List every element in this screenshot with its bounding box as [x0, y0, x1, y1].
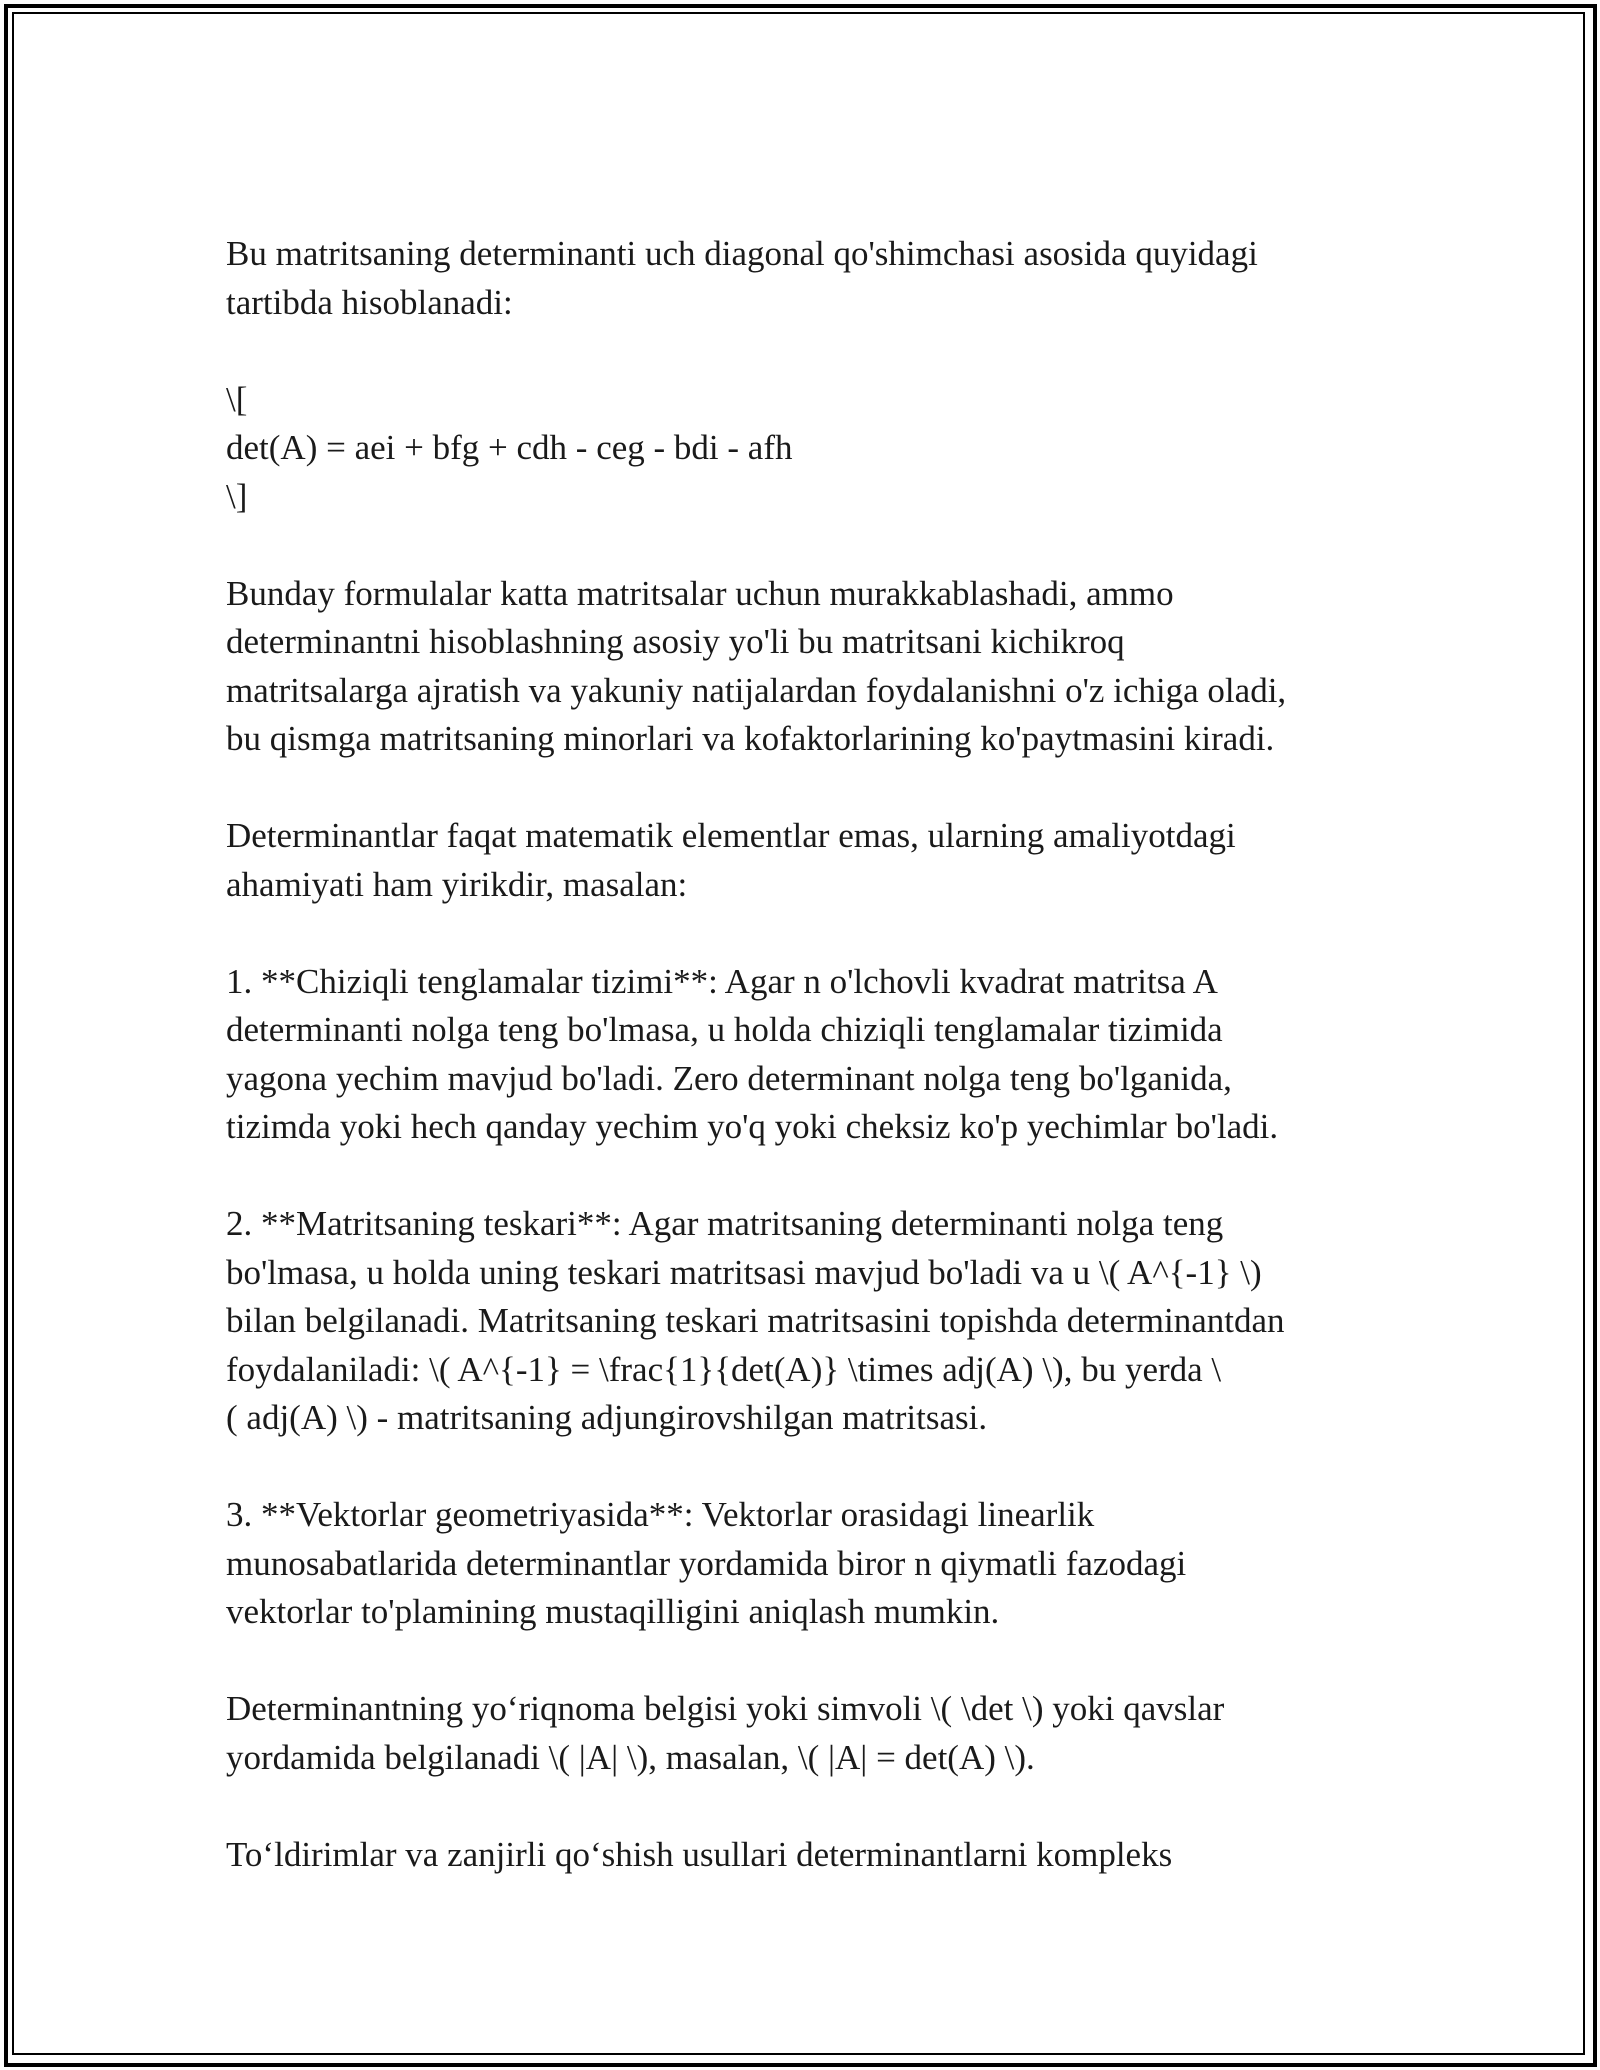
text-line: bu qismga matritsaning minorlari va kofaktorlarining ko'paytmasini kiradi.	[226, 719, 1275, 758]
text-line: determinanti nolga teng bo'lmasa, u holda chiziqli tenglamalar tizimida	[226, 1010, 1223, 1049]
document-body	[226, 230, 1376, 1879]
text-line: tartibda hisoblanadi:	[226, 282, 513, 322]
list-item-2	[226, 1200, 1376, 1443]
text-line: Determinantning yo‘riqnoma belgisi yoki simvoli \( \det \) yoki qavslar	[226, 1689, 1225, 1728]
list-item-1	[226, 958, 1376, 1152]
paragraph-bunday	[226, 570, 1376, 764]
text-line: foydalaniladi: \( A^{-1} = \frac{1}{det(A)} \times adj(A) \), bu yerda \	[226, 1349, 1222, 1389]
text-line: Bu matritsaning determinanti uch diagonal qo'shimchasi asosida quyidagi	[226, 234, 1258, 273]
text-line: 2. **Matritsaning teskari**: Agar matritsaning determinanti nolga teng	[226, 1204, 1224, 1243]
text-line: Bunday formulalar katta matritsalar uchun murakkablashadi, ammo	[226, 573, 1174, 613]
text-line: 3. **Vektorlar geometriyasida**: Vektorlar orasidagi linearlik	[226, 1495, 1095, 1534]
paragraph-intro	[226, 230, 1376, 327]
text-line: Determinantlar faqat matematik elementlar emas, ularning amaliyotdagi	[226, 816, 1236, 855]
text-line: bilan belgilanadi. Matritsaning teskari matritsasini topishda determinantdan	[226, 1301, 1285, 1340]
text-line: yordamida belgilanadi \( |A| \), masalan, \( |A| = det(A) \).	[226, 1737, 1035, 1777]
text-line: matritsalarga ajratish va yakuniy natijalardan foydalanishni o'z ichiga oladi,	[226, 670, 1287, 710]
formula-open-delimiter: \[	[226, 379, 248, 419]
text-line: determinantni hisoblashning asosiy yo'li bu matritsani kichikroq	[226, 622, 1125, 661]
text-line: ( adj(A) \) - matritsaning adjungirovshilgan matritsasi.	[226, 1398, 988, 1437]
list-item-3	[226, 1491, 1376, 1637]
paragraph-final	[226, 1831, 1376, 1880]
formula-block	[226, 376, 1376, 522]
formula-close-delimiter: \]	[226, 476, 248, 516]
paragraph-determinantlar	[226, 812, 1376, 909]
text-line: To‘ldirimlar va zanjirli qo‘shish usullari determinantlarni kompleks	[226, 1834, 1173, 1874]
formula-determinant: det(A) = aei + bfg + cdh - ceg - bdi - afh	[226, 428, 793, 467]
text-line: yagona yechim mavjud bo'ladi. Zero determinant nolga teng bo'lganida,	[226, 1058, 1232, 1098]
text-line: ahamiyati ham yirikdir, masalan:	[226, 864, 688, 904]
text-line: bo'lmasa, u holda uning teskari matritsasi mavjud bo'ladi va u \( A^{-1} \)	[226, 1252, 1262, 1292]
text-line: munosabatlarida determinantlar yordamida biror n qiymatli fazodagi	[226, 1543, 1187, 1583]
text-line: 1. **Chiziqli tenglamalar tizimi**: Agar n o'lchovli kvadrat matritsa A	[226, 961, 1218, 1001]
text-line: vektorlar to'plamining mustaqilligini aniqlash mumkin.	[226, 1592, 1000, 1631]
paragraph-notation	[226, 1685, 1376, 1782]
text-line: tizimda yoki hech qanday yechim yo'q yoki cheksiz ko'p yechimlar bo'ladi.	[226, 1107, 1279, 1146]
